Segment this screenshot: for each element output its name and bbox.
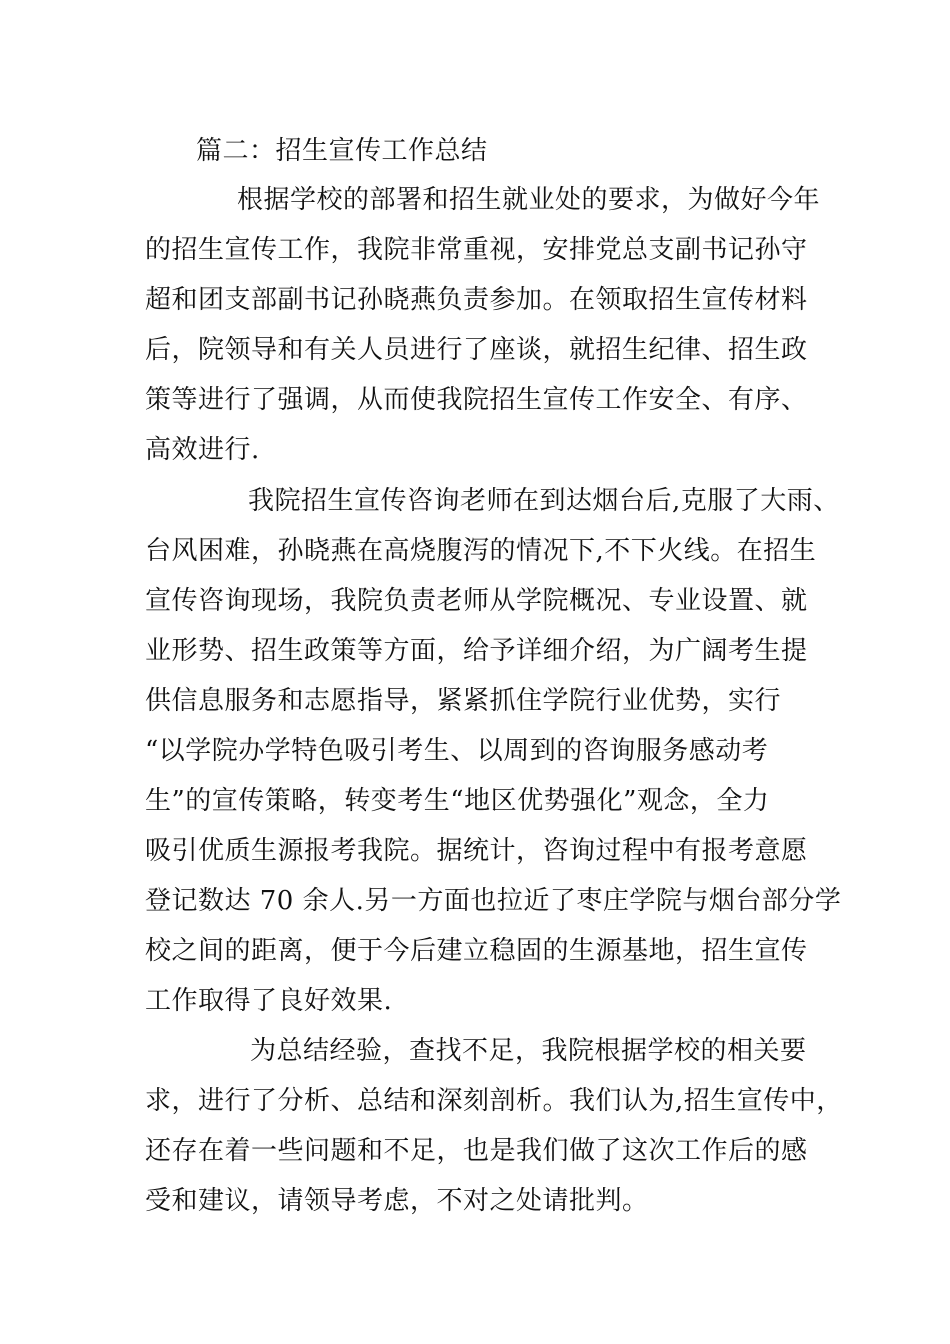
paragraph-line: 台风困难，孙晓燕在高烧腹泻的情况下,不下火线。在招生 (145, 536, 817, 566)
paragraph-line: 受和建议，请领导考虑，不对之处请批判。 (145, 1186, 649, 1216)
paragraph-line: 生”的宣传策略，转变考生“地区优势强化”观念，全力 (145, 786, 770, 816)
paragraph-line: “以学院办学特色吸引考生、以周到的咨询服务感动考 (145, 736, 769, 766)
paragraph-line: 工作取得了良好效果. (145, 986, 393, 1016)
paragraph-line: 求，进行了分析、总结和深刻剖析。我们认为,招生宣传中， (145, 1086, 843, 1116)
paragraph-line: 超和团支部副书记孙晓燕负责参加。在领取招生宣传材料 (145, 285, 808, 315)
paragraph-line: 业形势、招生政策等方面，给予详细介绍，为广阔考生提 (145, 636, 808, 666)
paragraph-line: 后，院领导和有关人员进行了座谈，就招生纪律、招生政 (145, 335, 808, 365)
paragraph-line: 还存在着一些问题和不足，也是我们做了这次工作后的感 (145, 1136, 808, 1166)
paragraph-line: 校之间的距离，便于今后建立稳固的生源基地，招生宣传 (145, 936, 808, 966)
paragraph-line: 高效进行. (145, 435, 260, 465)
paragraph-line: 登记数达 70 余人.另一方面也拉近了枣庄学院与烟台部分学 (145, 886, 842, 916)
paragraph-line: 的招生宣传工作，我院非常重视，安排党总支副书记孙守 (145, 235, 808, 265)
document-title: 篇二：招生宣传工作总结 (196, 136, 488, 166)
paragraph-line: 我院招生宣传咨询老师在到达烟台后,克服了大雨、 (248, 486, 840, 516)
paragraph-line: 供信息服务和志愿指导，紧紧抓住学院行业优势，实行 (145, 686, 782, 716)
paragraph-line: 为总结经验，查找不足，我院根据学校的相关要 (250, 1036, 807, 1066)
paragraph-line: 根据学校的部署和招生就业处的要求，为做好今年 (237, 185, 821, 215)
paragraph-line: 策等进行了强调，从而使我院招生宣传工作安全、有序、 (145, 385, 808, 415)
paragraph-line: 宣传咨询现场，我院负责老师从学院概况、专业设置、就 (145, 586, 808, 616)
paragraph-line: 吸引优质生源报考我院。据统计，咨询过程中有报考意愿 (145, 836, 808, 866)
